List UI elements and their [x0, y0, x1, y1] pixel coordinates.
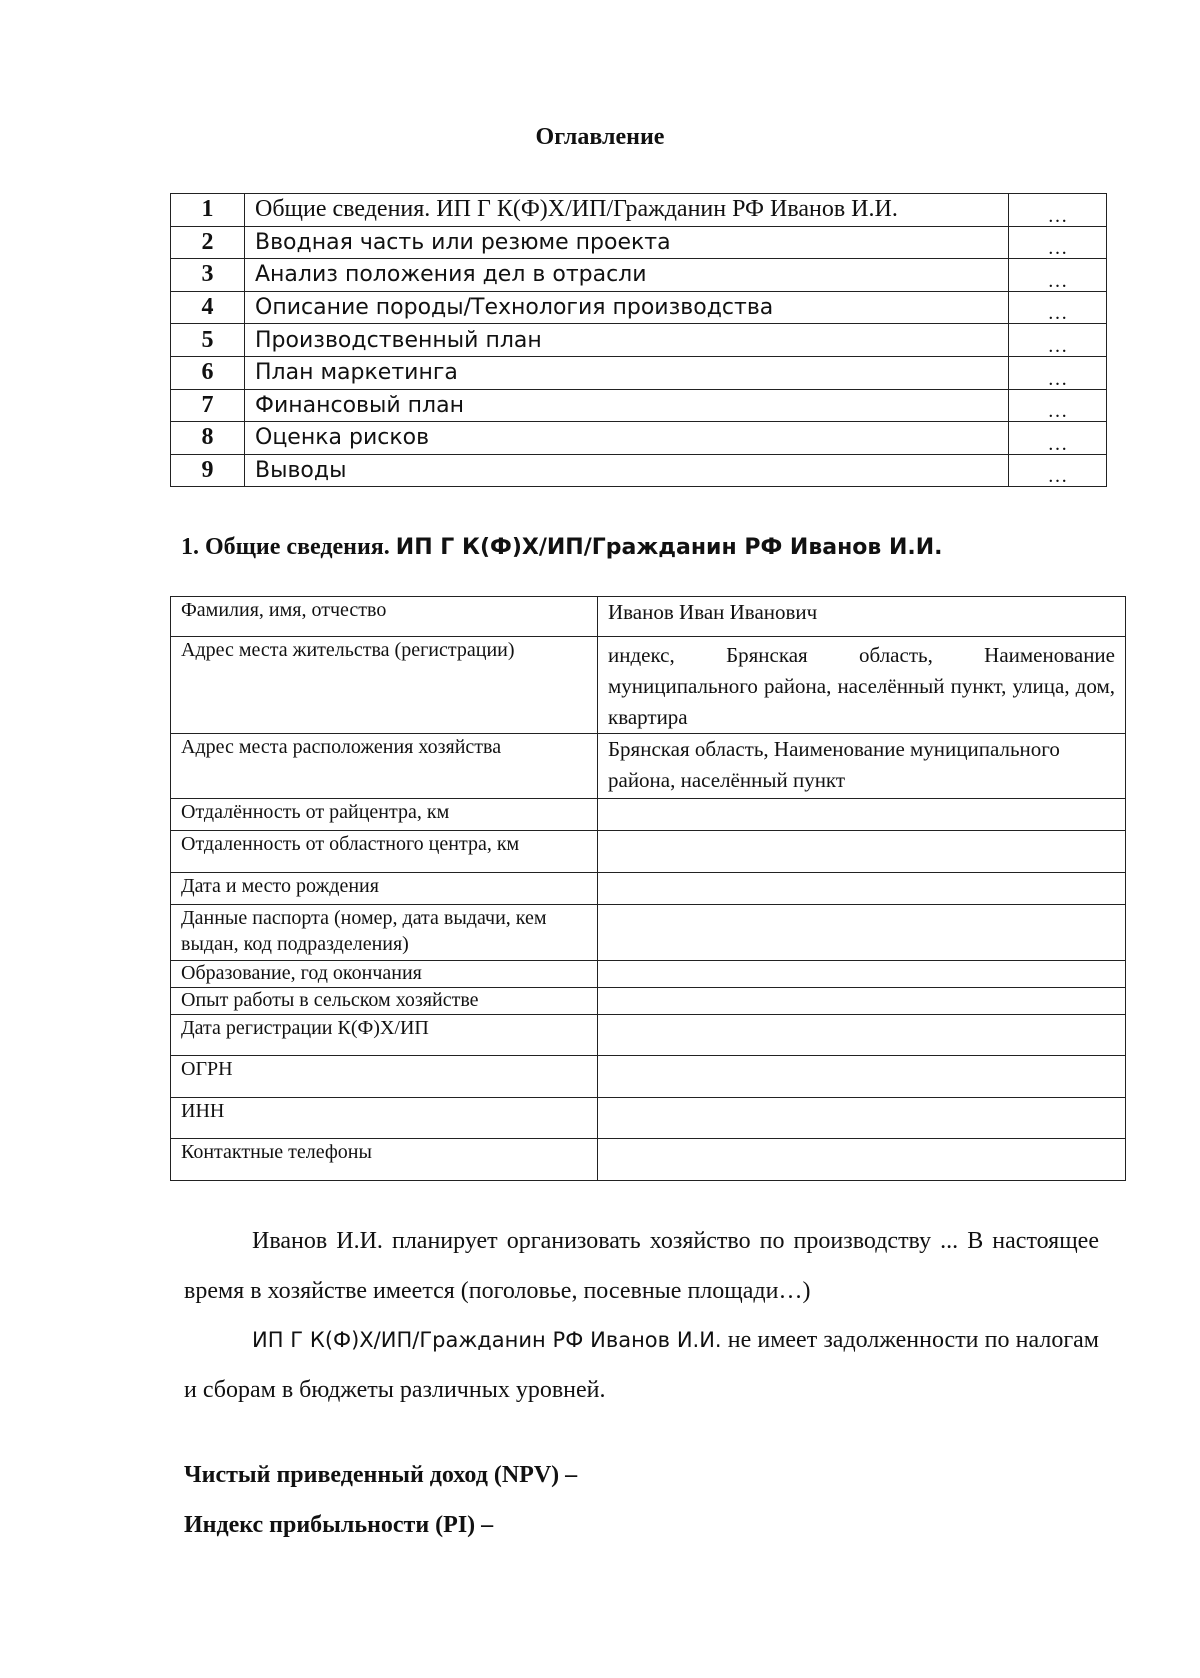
field-label: Адрес места расположения хозяйства — [171, 734, 598, 799]
toc-row[interactable] — [171, 259, 1107, 292]
toc-number: 2 — [171, 226, 245, 259]
field-value[interactable] — [598, 831, 1126, 873]
toc-page-ref: … — [1009, 226, 1107, 259]
section-heading-rest: ИП Г К(Ф)Х/ИП/Гражданин РФ Иванов И.И. — [395, 535, 943, 560]
toc-page-ref: … — [1009, 194, 1107, 227]
toc-entry-title[interactable]: Общие сведения. ИП Г К(Ф)Х/ИП/Гражданин РФ Иванов И.И. — [245, 194, 1009, 227]
table-row — [171, 597, 1126, 637]
toc-number: 4 — [171, 291, 245, 324]
toc-number: 6 — [171, 356, 245, 389]
toc-page-ref: … — [1009, 389, 1107, 422]
table-row — [171, 734, 1126, 799]
npv-line: Чистый приведенный доход (NPV) – — [184, 1462, 578, 1488]
toc-page-ref: … — [1009, 324, 1107, 357]
toc-entry-title[interactable]: Производственный план — [245, 324, 1009, 357]
toc-row[interactable] — [171, 291, 1107, 324]
table-row — [171, 799, 1126, 831]
toc-entry-title[interactable]: Выводы — [245, 454, 1009, 487]
field-label: Отдаленность от областного центра, км — [171, 831, 598, 873]
pi-line: Индекс прибыльности (PI) – — [184, 1512, 494, 1538]
field-value[interactable]: Иванов Иван Иванович — [598, 597, 1126, 637]
field-value[interactable]: Брянская область, Наименование муниципального района, населённый пункт — [598, 734, 1126, 799]
table-row — [171, 905, 1126, 961]
field-value[interactable] — [598, 905, 1126, 961]
toc-row[interactable] — [171, 194, 1107, 227]
toc-title: Оглавление — [535, 124, 665, 150]
toc-number: 5 — [171, 324, 245, 357]
toc-row[interactable] — [171, 226, 1107, 259]
toc-number: 3 — [171, 259, 245, 292]
field-label: Образование, год окончания — [171, 961, 598, 988]
table-row — [171, 988, 1126, 1015]
toc-entry-title[interactable]: Финансовый план — [245, 389, 1009, 422]
field-value[interactable] — [598, 873, 1126, 905]
table-row — [171, 873, 1126, 905]
toc-entry-title[interactable]: Анализ положения дел в отрасли — [245, 259, 1009, 292]
toc-page-ref: … — [1009, 356, 1107, 389]
toc-number: 9 — [171, 454, 245, 487]
paragraph-no-debt — [184, 1315, 1099, 1415]
section-heading — [181, 534, 943, 561]
toc-entry-title[interactable]: Вводная часть или резюме проекта — [245, 226, 1009, 259]
field-label: Фамилия, имя, отчество — [171, 597, 598, 637]
field-label: Отдалённость от райцентра, км — [171, 799, 598, 831]
toc-table — [170, 193, 1107, 487]
field-label: Контактные телефоны — [171, 1139, 598, 1181]
toc-row[interactable] — [171, 422, 1107, 455]
toc-page-ref: … — [1009, 259, 1107, 292]
field-value[interactable] — [598, 1056, 1126, 1098]
field-value[interactable]: индекс, Брянская область, Наименование муниципального района, населённый пункт, улица, дом, квартира — [598, 637, 1126, 734]
field-label: ОГРН — [171, 1056, 598, 1098]
toc-row[interactable] — [171, 454, 1107, 487]
table-row — [171, 1098, 1126, 1139]
field-label: Дата регистрации К(Ф)Х/ИП — [171, 1015, 598, 1056]
field-value[interactable] — [598, 988, 1126, 1015]
paragraph-entity-name: ИП Г К(Ф)Х/ИП/Гражданин РФ Иванов И.И. — [252, 1328, 722, 1352]
toc-page-ref: … — [1009, 454, 1107, 487]
field-label: ИНН — [171, 1098, 598, 1139]
table-row — [171, 637, 1126, 734]
field-label: Опыт работы в сельском хозяйстве — [171, 988, 598, 1015]
paragraph-no-debt-text: не имеет задолженности по налогам и сборам в бюджеты различных уровней. — [184, 1327, 1099, 1403]
field-label: Данные паспорта (номер, дата выдачи, кем выдан, код подразделения) — [171, 905, 598, 961]
toc-page-ref: … — [1009, 291, 1107, 324]
toc-entry-title[interactable]: Описание породы/Технология производства — [245, 291, 1009, 324]
table-row — [171, 831, 1126, 873]
field-value[interactable] — [598, 1139, 1126, 1181]
toc-number: 7 — [171, 389, 245, 422]
table-row — [171, 1015, 1126, 1056]
toc-entry-title[interactable]: План маркетинга — [245, 356, 1009, 389]
table-row — [171, 1139, 1126, 1181]
table-row — [171, 961, 1126, 988]
toc-row[interactable] — [171, 389, 1107, 422]
section-heading-prefix: 1. Общие сведения. — [181, 534, 390, 560]
field-label: Дата и место рождения — [171, 873, 598, 905]
paragraph-plan-text: Иванов И.И. планирует организовать хозяйство по производству ... В настоящее время в хозяйстве имеется (поголовье, посевные площади…) — [184, 1228, 1099, 1304]
table-row — [171, 1056, 1126, 1098]
field-value[interactable] — [598, 799, 1126, 831]
toc-number: 8 — [171, 422, 245, 455]
field-value[interactable] — [598, 961, 1126, 988]
toc-row[interactable] — [171, 356, 1107, 389]
toc-row[interactable] — [171, 324, 1107, 357]
field-value[interactable] — [598, 1015, 1126, 1056]
toc-page-ref: … — [1009, 422, 1107, 455]
toc-number: 1 — [171, 194, 245, 227]
general-info-table — [170, 596, 1126, 1181]
field-value[interactable] — [598, 1098, 1126, 1139]
toc-entry-title[interactable]: Оценка рисков — [245, 422, 1009, 455]
paragraph-plan — [184, 1216, 1099, 1316]
field-label: Адрес места жительства (регистрации) — [171, 637, 598, 734]
